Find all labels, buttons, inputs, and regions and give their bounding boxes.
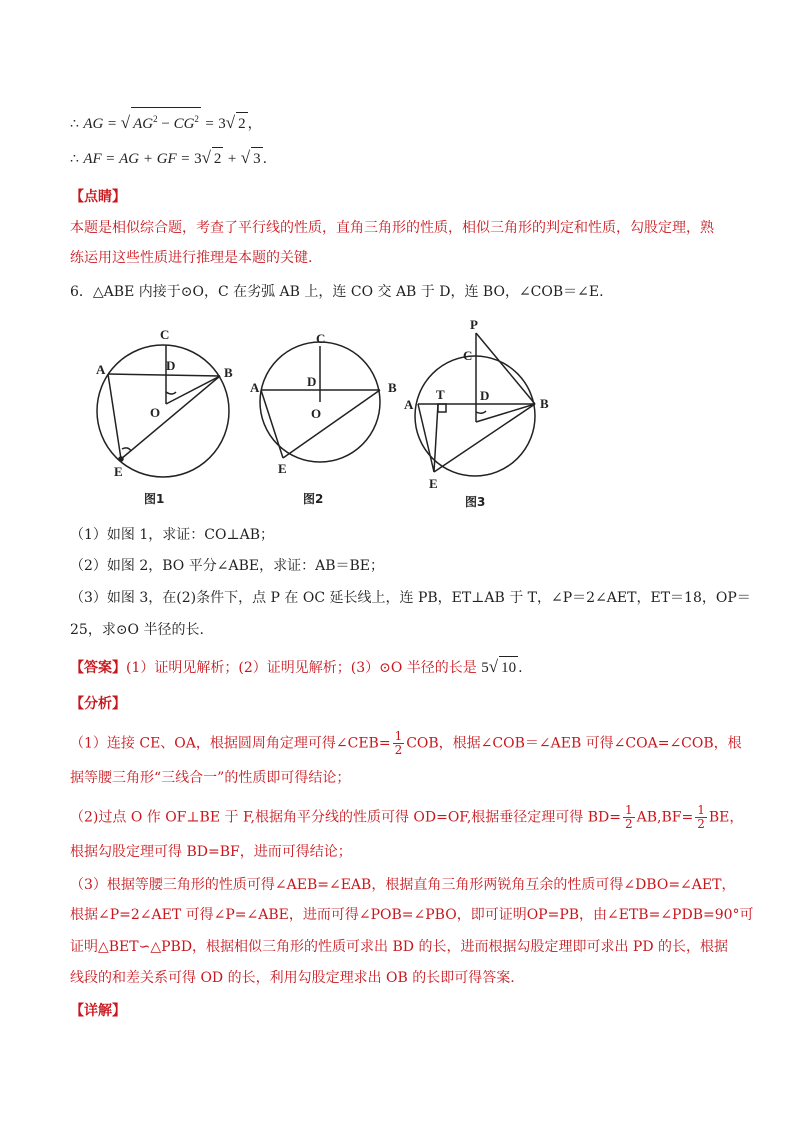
radical-ag-cg: $AG^2 - CG^2$	[131, 107, 201, 135]
figure-3	[415, 333, 535, 476]
fig1-label-O: O	[150, 405, 161, 420]
fig2-caption: 图2	[303, 492, 324, 506]
fenxi-line-5: （3）根据等腰三角形的性质可得∠AEB=∠EAB，根据直角三角形两锐角互余的性质可得∠DBO=∠AET，	[70, 877, 736, 893]
fig3-label-T: T	[436, 387, 445, 402]
figure-1	[97, 345, 229, 477]
section-head-fenxi: 【分析】	[70, 696, 126, 712]
fig3-caption: 图3	[465, 495, 486, 509]
question-part-3a: （3）如图 3，在(2)条件下，点 P 在 OC 延长线上，连 PB，ET⊥AB 于 T，∠P＝2∠AET，ET＝18，OP＝	[70, 590, 751, 606]
fig3-label-P: P	[470, 317, 478, 332]
fig3-label-B: B	[540, 396, 549, 411]
question-part-2: （2）如图 2，BO 平分∠ABE，求证：AB＝BE；	[70, 558, 384, 574]
section-head-xiangjie: 【详解】	[70, 1003, 126, 1019]
fig1-label-D: D	[166, 358, 176, 373]
fig1-label-C: C	[160, 327, 170, 342]
equation-ag: ∴ AG = √ $AG^2 - CG^2 = 3√$ 2 ，	[70, 107, 262, 135]
fig2-label-O: O	[311, 406, 322, 421]
fig2-label-C: C	[316, 331, 326, 346]
geometry-figures	[0, 312, 793, 527]
answer-text: (1）证明见解析；(2）证明见解析；(3）⊙O 半径的长是	[126, 660, 477, 676]
fenxi-line-2: 据等腰三角形“三线合一”的性质即可得结论；	[70, 770, 351, 786]
question-part-1: （1）如图 1，求证：CO⊥AB；	[70, 527, 275, 543]
section-head-dianjing: 【点睛】	[70, 189, 126, 205]
question-stem: 6．△ABE 内接于⊙O，C 在劣弧 AB 上，连 CO 交 AB 于 D，连 BO，∠COB＝∠E.	[70, 284, 604, 300]
fig1-caption: 图1	[144, 492, 165, 506]
dianjing-text-1: 本题是相似综合题，考查了平行线的性质，直角三角形的性质，相似三角形的判定和性质，勾股定理，熟	[70, 220, 714, 236]
fig2-label-D: D	[307, 374, 317, 389]
fenxi-line-1: （1）连接 CE、OA，根据圆周角定理可得∠CEB= $\frac{1}{2}$ COB，根据∠COB＝∠AEB 可得∠COA=∠COB，根	[70, 729, 742, 757]
fig2-label-B: B	[388, 380, 397, 395]
equation-af: ∴ AF = AG + GF = 3√ 2 + √ 3 .	[70, 147, 267, 170]
fenxi-line-7: 证明△BET∽△PBD，根据相似三角形的性质可求出 BD 的长，进而根据勾股定理即可求出 PD 的长，根据	[70, 939, 728, 955]
fenxi-line-3: （2)过点 O 作 OF⊥BE 于 F,根据角平分线的性质可得 OD=OF,根据垂径定理可得 BD= $\frac{1}{2}$ AB,BF= $\frac{1}{2}$ BE，	[70, 803, 744, 831]
therefore-symbol: ∴	[70, 116, 79, 132]
fig1-label-A: A	[96, 362, 106, 377]
dianjing-text-2: 练运用这些性质进行推理是本题的关键.	[70, 250, 313, 266]
section-head-answer: 【答案】	[70, 660, 126, 676]
fig2-label-A: A	[250, 380, 260, 395]
fig1-label-B: B	[224, 365, 233, 380]
fig3-label-C: C	[463, 348, 473, 363]
fig2-label-E: E	[278, 461, 287, 476]
fenxi-line-4: 根据勾股定理可得 BD=BF，进而可得结论；	[70, 844, 352, 860]
fig1-label-E: E	[114, 464, 123, 479]
fenxi-line-6: 根据∠P=2∠AET 可得∠P=∠ABE，进而可得∠POB=∠PBO，即可证明OP=PB，由∠ETB=∠PDB=90°可	[70, 907, 754, 923]
fenxi-line-8: 线段的和差关系可得 OD 的长，利用勾股定理求出 OB 的长即可得答案.	[70, 970, 515, 986]
fig3-label-D: D	[480, 388, 490, 403]
fig3-label-E: E	[429, 476, 438, 491]
question-part-3b: 25，求⊙O 半径的长.	[70, 622, 204, 638]
figure-2	[260, 342, 380, 462]
fig3-label-A: A	[404, 397, 414, 412]
answer-line: 【答案】(1）证明见解析；(2）证明见解析；(3）⊙O 半径的长是 5√ 10 .	[70, 656, 523, 679]
